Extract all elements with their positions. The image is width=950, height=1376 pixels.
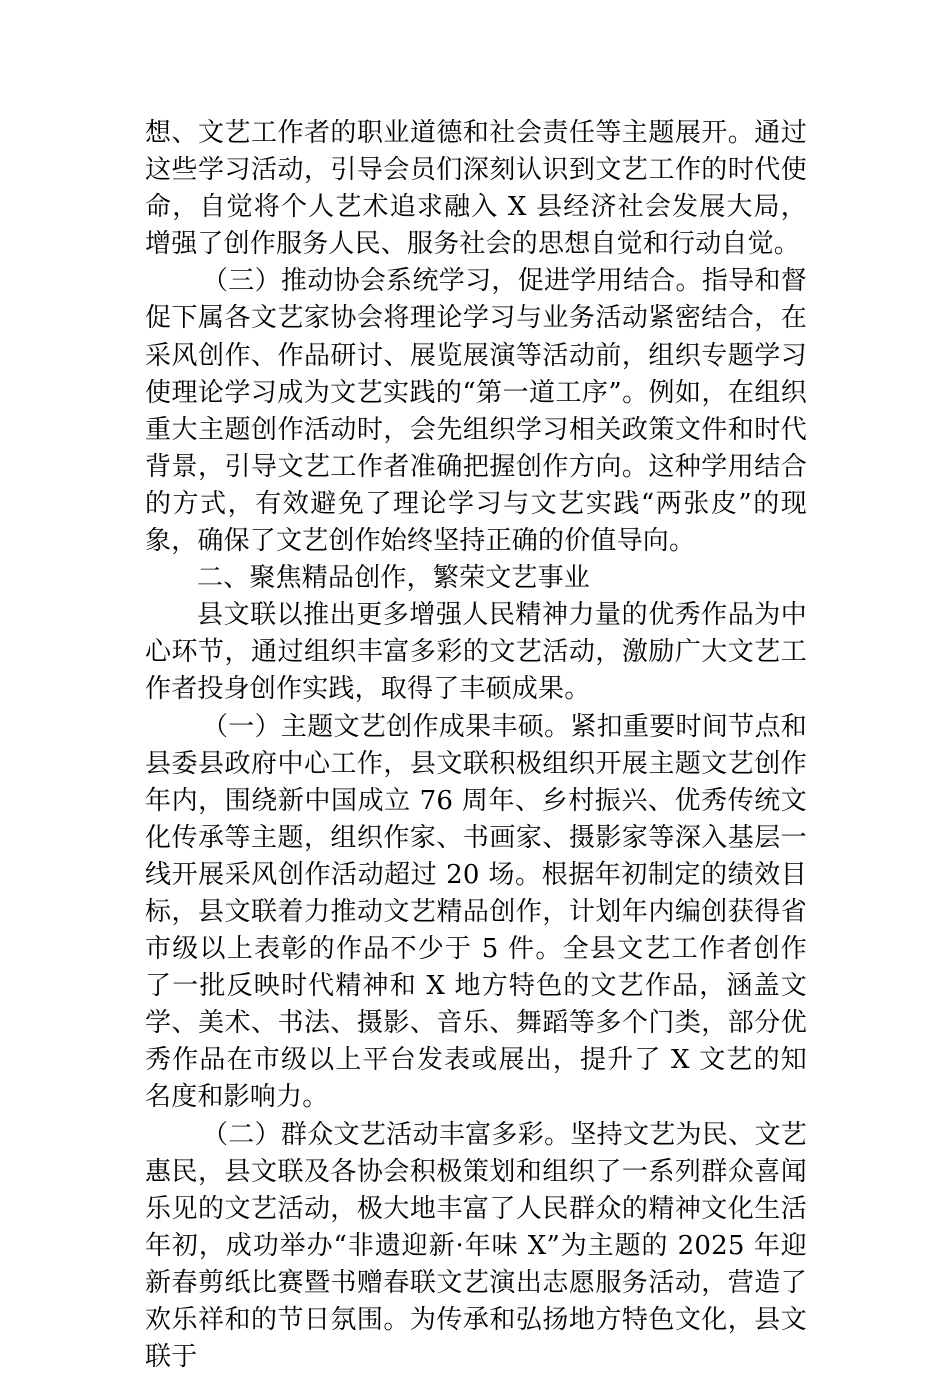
paragraph-section-three: （三）推动协会系统学习，促进学用结合。指导和督促下属各文艺家协会将理论学习与业务活动紧密结合，在采风创作、作品研讨、展览展演等活动前，组织专题学习使理论学习成为文艺实践的“第一道工序”。例如，在组织重大主题创作活动时，会先组织学习相关政策文件和时代背景，引导文艺工作者准确把握创作方向。这种学用结合的方式，有效避免了理论学习与文艺实践“两张皮”的现象，确保了文艺创作始终坚持正确的价值导向。 — [145, 266, 807, 557]
paragraph-intro-two: 县文联以推出更多增强人民精神力量的优秀作品为中心环节，通过组织丰富多彩的文艺活动，激励广大文艺工作者投身创作实践，取得了丰硕成果。 — [145, 600, 807, 705]
section-heading-two: 二、聚焦精品创作，繁荣文艺事业 — [197, 563, 591, 594]
paragraph-section-one: （一）主题文艺创作成果丰硕。紧扣重要时间节点和县委县政府中心工作，县文联积极组织开展主题文艺创作年内，围绕新中国成立 76 周年、乡村振兴、优秀传统文化传承等主题，组织作家、书画家、摄影家等深入基层一线开展采风创作活动超过 20 场。根据年初制定的绩效目标，县文联着力推动文艺精品创作，计划年内编创获得省市级以上表彰的作品不少于 5 件。全县文艺工作者创作了一批反映时代精神和 X 地方特色的文艺作品，涵盖文学、美术、书法、摄影、音乐、舞蹈等多个门类，部分优秀作品在市级以上平台发表或展出，提升了 X 文艺的知名度和影响力。 — [145, 711, 807, 1113]
document-body — [145, 115, 807, 1376]
paragraph-continuation: 想、文艺工作者的职业道德和社会责任等主题展开。通过这些学习活动，引导会员们深刻认识到文艺工作的时代使命，自觉将个人艺术追求融入 X 县经济社会发展大局，增强了创作服务人民、服务社会的思想自觉和行动自觉。 — [145, 118, 807, 260]
paragraph-section-two: （二）群众文艺活动丰富多彩。坚持文艺为民、文艺惠民，县文联及各协会积极策划和组织了一系列群众喜闻乐见的文艺活动，极大地丰富了人民群众的精神文化生活年初，成功举办“非遗迎新·年味 X”为主题的 2025 年迎新春剪纸比赛暨书赠春联文艺演出志愿服务活动，营造了欢乐祥和的节日氛围。为传承和弘扬地方特色文化，县文联于 — [145, 1119, 807, 1373]
